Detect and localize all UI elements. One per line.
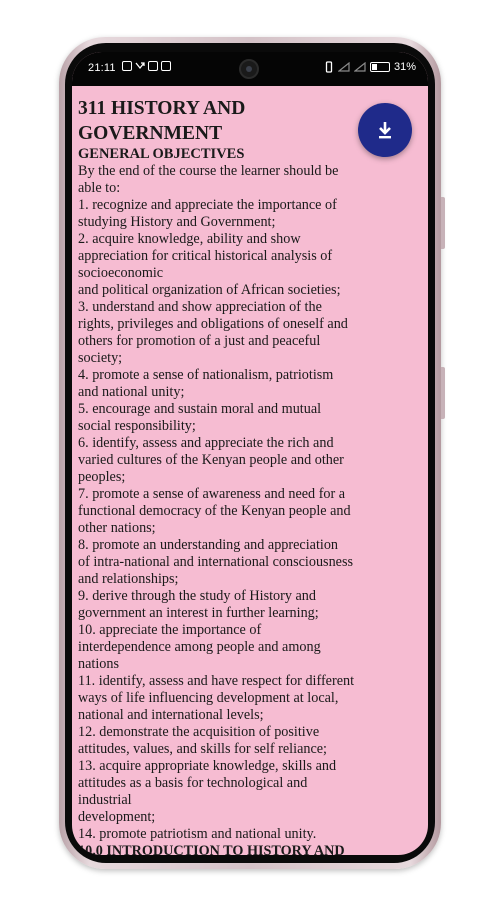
status-bar bbox=[72, 52, 428, 86]
status-time: 21:11 bbox=[88, 62, 116, 74]
document-line: others for promotion of a just and peaceful bbox=[78, 333, 321, 349]
battery-percent: 31% bbox=[393, 61, 416, 73]
section-heading: GENERAL OBJECTIVES bbox=[78, 146, 245, 162]
document-line: 11. identify, assess and have respect for different bbox=[78, 673, 355, 689]
document-line: 10. appreciate the importance of bbox=[78, 622, 262, 638]
document-line: development; bbox=[78, 809, 156, 825]
phone-screen bbox=[72, 52, 428, 855]
signal-icon bbox=[338, 62, 350, 72]
document-line: attitudes, values, and skills for self reliance; bbox=[78, 741, 327, 757]
document-line: able to: bbox=[78, 180, 121, 196]
document-content bbox=[78, 96, 424, 855]
document-line: interdependence among people and among bbox=[78, 639, 321, 655]
document-line: 5. encourage and sustain moral and mutual bbox=[78, 401, 322, 417]
document-line: rights, privileges and obligations of oneself and bbox=[78, 316, 348, 332]
document-line: 6. identify, assess and appreciate the rich and bbox=[78, 435, 334, 451]
next-section-heading: 10.0 INTRODUCTION TO HISTORY AND bbox=[78, 843, 345, 855]
document-line: society; bbox=[78, 350, 123, 366]
document-line: nations bbox=[78, 656, 119, 672]
page-title-line: GOVERNMENT bbox=[78, 123, 223, 144]
battery-icon bbox=[370, 62, 390, 72]
page-title-line: 311 HISTORY AND bbox=[78, 98, 246, 119]
message-icon bbox=[148, 61, 158, 71]
document-line: 14. promote patriotism and national unity. bbox=[78, 826, 317, 842]
document-line: socioeconomic bbox=[78, 265, 164, 281]
download-icon bbox=[374, 119, 396, 141]
document-line: 7. promote a sense of awareness and need for a bbox=[78, 486, 346, 502]
document-line: 12. demonstrate the acquisition of positive bbox=[78, 724, 320, 740]
document-line: 2. acquire knowledge, ability and show bbox=[78, 231, 301, 247]
document-line: 9. derive through the study of History and bbox=[78, 588, 316, 604]
power-button bbox=[441, 367, 445, 419]
document-line: 1. recognize and appreciate the importance of bbox=[78, 197, 337, 213]
volume-button bbox=[441, 197, 445, 249]
document-line: 3. understand and show appreciation of the bbox=[78, 299, 322, 315]
document-line: ways of life influencing development at local, bbox=[78, 690, 339, 706]
signal-icon bbox=[354, 62, 366, 72]
vibrate-icon bbox=[324, 61, 334, 73]
system-icons bbox=[324, 61, 416, 73]
document-line: government an interest in further learning; bbox=[78, 605, 319, 621]
page-title bbox=[78, 96, 328, 146]
document-body bbox=[78, 163, 424, 843]
document-line: By the end of the course the learner should be bbox=[78, 163, 339, 179]
document-line: peoples; bbox=[78, 469, 126, 485]
download-button[interactable] bbox=[358, 103, 412, 157]
document-line: attitudes as a basis for technological and bbox=[78, 775, 308, 791]
document-line: 8. promote an understanding and appreciation bbox=[78, 537, 339, 553]
document-line: and political organization of African societies; bbox=[78, 282, 341, 298]
document-line: studying History and Government; bbox=[78, 214, 276, 230]
document-line: 13. acquire appropriate knowledge, skills and bbox=[78, 758, 337, 774]
missed-call-icon bbox=[135, 61, 145, 71]
document-line: and relationships; bbox=[78, 571, 179, 587]
document-line: varied cultures of the Kenyan people and other bbox=[78, 452, 344, 468]
notification-icons bbox=[122, 61, 171, 71]
document-line: social responsibility; bbox=[78, 418, 196, 434]
document-line: national and international levels; bbox=[78, 707, 264, 723]
document-line: appreciation for critical historical analysis of bbox=[78, 248, 333, 264]
document-line: of intra-national and international consciousness bbox=[78, 554, 354, 570]
document-line: other nations; bbox=[78, 520, 156, 536]
document-line: and national unity; bbox=[78, 384, 185, 400]
document-line: industrial bbox=[78, 792, 132, 808]
front-camera bbox=[239, 59, 259, 79]
document-line: 4. promote a sense of nationalism, patriotism bbox=[78, 367, 334, 383]
document-line: functional democracy of the Kenyan people and bbox=[78, 503, 351, 519]
gallery-icon bbox=[161, 61, 171, 71]
notification-icon bbox=[122, 61, 132, 71]
